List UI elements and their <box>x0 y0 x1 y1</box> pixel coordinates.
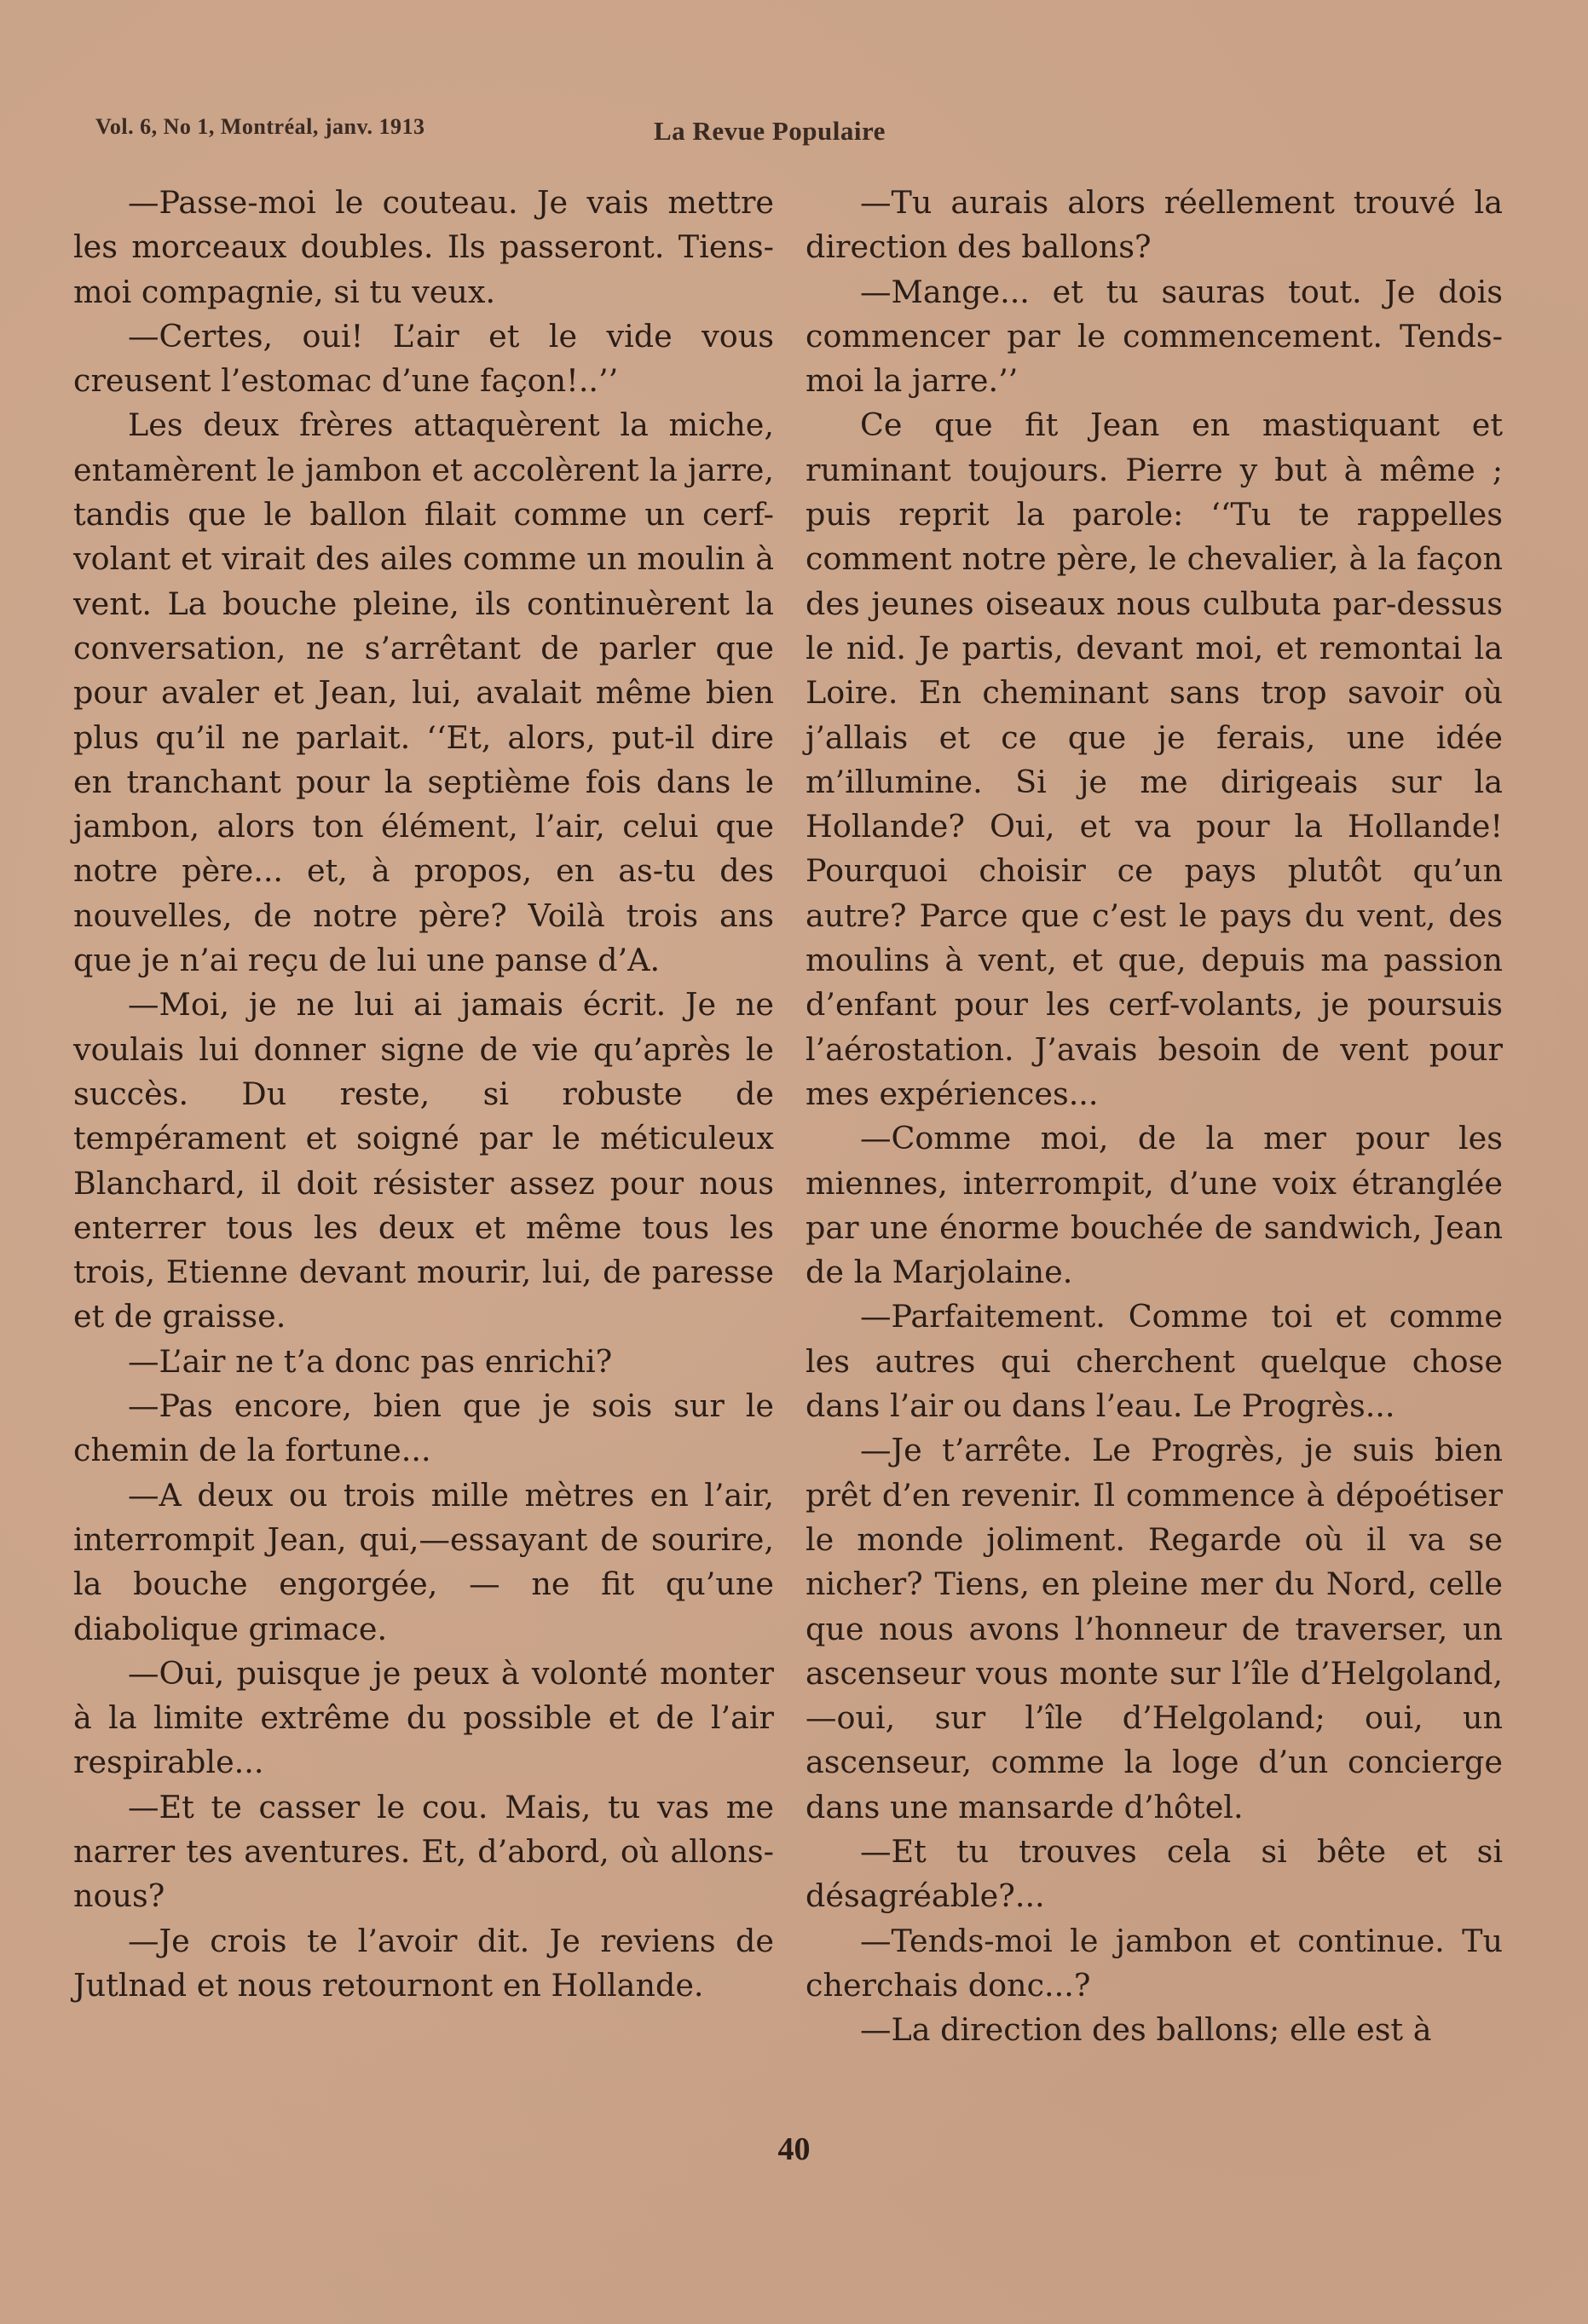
paragraph: —Comme moi, de la mer pour les miennes, interrompit, d’une voix étranglée par une énorme bouchée de sandwich, Jean de la Marjolaine. <box>806 1120 1503 1291</box>
paragraph: —A deux ou trois mille mètres en l’air, interrompit Jean, qui,—essayant de sourire, la bouche engorgée, — ne fit qu’une diabolique grimace. <box>73 1476 774 1647</box>
paragraph: —Passe-moi le couteau. Je vais mettre les morceaux doubles. Ils passeront. Tiens-moi compagnie, si tu veux. <box>73 184 774 310</box>
paragraph: —La direction des ballons; elle est à <box>860 2011 1432 2049</box>
paragraph: —Tu aurais alors réellement trouvé la direction des ballons? <box>806 184 1503 266</box>
page-number: 40 <box>777 2131 811 2167</box>
paragraph: —Tends-moi le jambon et continue. Tu cherchais donc...? <box>806 1922 1503 2004</box>
paragraph: —Moi, je ne lui ai jamais écrit. Je ne voulais lui donner signe de vie qu’après le succès. Du reste, si robuste de tempérament et soigné par le méticuleux Blanchard, il doit résister assez pour nous enterrer tous les deux et même tous les trois, Etienne devant mourir, lui, de paresse et de graisse. <box>73 986 774 1335</box>
paragraph: —L’air ne t’a donc pas enrichi? <box>128 1342 613 1380</box>
paragraph: —Oui, puisque je peux à volonté monter à la limite extrême du possible et de l’air respirable... <box>73 1654 774 1781</box>
issue-info: Vol. 6, No 1, Montréal, janv. 1913 <box>95 114 425 139</box>
paragraph: —Je t’arrête. Le Progrès, je suis bien prêt d’en revenir. Il commence à dépoétiser le monde joliment. Regarde où il va se nicher? Tiens, en pleine mer du Nord, celle que nous avons l’honneur de traverser, un ascenseur vous monte sur l’île d’Helgoland,—oui, sur l’île d’Helgoland; oui, un ascenseur, comme la loge d’un concierge dans une mansarde d’hôtel. <box>806 1432 1503 1825</box>
right-column <box>806 181 1503 2052</box>
paragraph: —Parfaitement. Comme toi et comme les autres qui cherchent quelque chose dans l’air ou dans l’eau. Le Progrès... <box>806 1298 1503 1425</box>
running-header <box>95 109 965 152</box>
journal-title: La Revue Populaire <box>654 116 886 146</box>
paragraph: Ce que fit Jean en mastiquant et ruminant toujours. Pierre y but à même ; puis reprit la parole: ‘‘Tu te rappelles comment notre père, le chevalier, à la façon des jeunes oiseaux nous culbuta par-dessus le nid. Je partis, devant moi, et remontai la Loire. En cheminant sans trop savoir où j’allais et ce que je ferais, une idée m’illumine. Si je me dirigeais sur la Hollande? Oui, et va pour la Hollande! Pourquoi choisir ce pays plutôt qu’un autre? Parce que c’est le pays du vent, des moulins à vent, et que, depuis ma passion d’enfant pour les cerf-volants, je poursuis l’aérostation. J’avais besoin de vent pour mes expériences... <box>806 407 1503 1112</box>
paragraph: —Pas encore, bien que je sois sur le chemin de la fortune... <box>73 1387 774 1469</box>
paragraph: —Et tu trouves cela si bête et si désagréable?... <box>806 1832 1503 1915</box>
paragraph: —Mange... et tu sauras tout. Je dois commencer par le commencement. Tends-moi la jarre.’’ <box>806 273 1503 400</box>
paragraph: —Je crois te l’avoir dit. Je reviens de Jutlnad et nous retournont en Hollande. <box>73 1922 774 2004</box>
paragraph: Les deux frères attaquèrent la miche, entamèrent le jambon et accolèrent la jarre, tandis que le ballon filait comme un cerf-volant et virait des ailes comme un moulin à vent. La bouche pleine, ils continuèrent la conversation, ne s’arrêtant de parler que pour avaler et Jean, lui, avalait même bien plus qu’il ne parlait. ‘‘Et, alors, put-il dire en tranchant pour la septième fois dans le jambon, alors ton élément, l’air, celui que notre père... et, à propos, en as-tu des nouvelles, de notre père? Voilà trois ans que je n’ai reçu de lui une panse d’A. <box>73 407 774 979</box>
left-column <box>73 181 774 2008</box>
paragraph: —Et te casser le cou. Mais, tu vas me narrer tes aventures. Et, d’abord, où allons-nous? <box>73 1788 774 1915</box>
paragraph: —Certes, oui! L’air et le vide vous creusent l’estomac d’une façon!..’’ <box>73 317 774 400</box>
